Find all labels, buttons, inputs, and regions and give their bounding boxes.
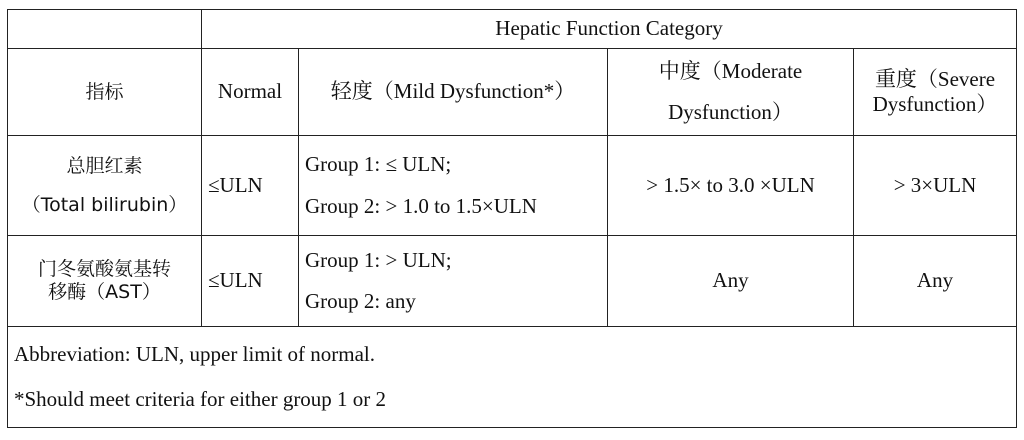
indicator-name-en: （Total bilirubin） [21,193,188,216]
abbreviation-note: Abbreviation: ULN, upper limit of normal. [14,341,376,366]
mild-cell [299,236,608,327]
moderate-header [608,49,854,136]
moderate-cell: > 1.5× to 3.0 ×ULN [608,136,854,236]
empty-corner-cell [8,10,202,49]
mild-header: 轻度（Mild Dysfunction*） [299,49,608,136]
mild-line2: Group 2: any [305,289,416,313]
severe-header-line2: Dysfunction） [872,92,998,116]
group-header: Hepatic Function Category [202,10,1017,49]
table-header-row [8,10,1017,49]
footnote: *Should meet criteria for either group 1 or 2 [14,387,387,411]
severe-cell: > 3×ULN [854,136,1017,236]
mild-line1: Group 1: > ULN; [305,247,452,272]
normal-cell: ≤ULN [202,236,299,327]
mild-line2: Group 2: > 1.0 to 1.5×ULN [305,193,537,218]
indicator-header: 指标 [8,49,202,136]
normal-header: Normal [202,49,299,136]
table-row [8,236,1017,327]
moderate-header-line1: 中度（Moderate [658,58,803,83]
column-header-row [8,49,1017,136]
indicator-name-cn: 门冬氨酸氨基转 [37,258,171,281]
severe-header [854,49,1017,136]
normal-cell: ≤ULN [202,136,299,236]
moderate-header-line2: Dysfunction） [668,100,793,124]
indicator-name-cn: 总胆红素 [66,154,143,177]
table-row [8,136,1017,236]
indicator-name-en: 移酶（AST） [48,281,161,303]
mild-line1: Group 1: ≤ ULN; [305,152,452,177]
indicator-cell [8,236,202,327]
severe-header-line1: 重度（Severe [874,66,996,91]
mild-cell [299,136,608,236]
notes-cell [8,327,1017,428]
severe-cell: Any [854,236,1017,327]
hepatic-function-table [7,9,1017,428]
indicator-cell [8,136,202,236]
notes-row [8,327,1017,428]
moderate-cell: Any [608,236,854,327]
